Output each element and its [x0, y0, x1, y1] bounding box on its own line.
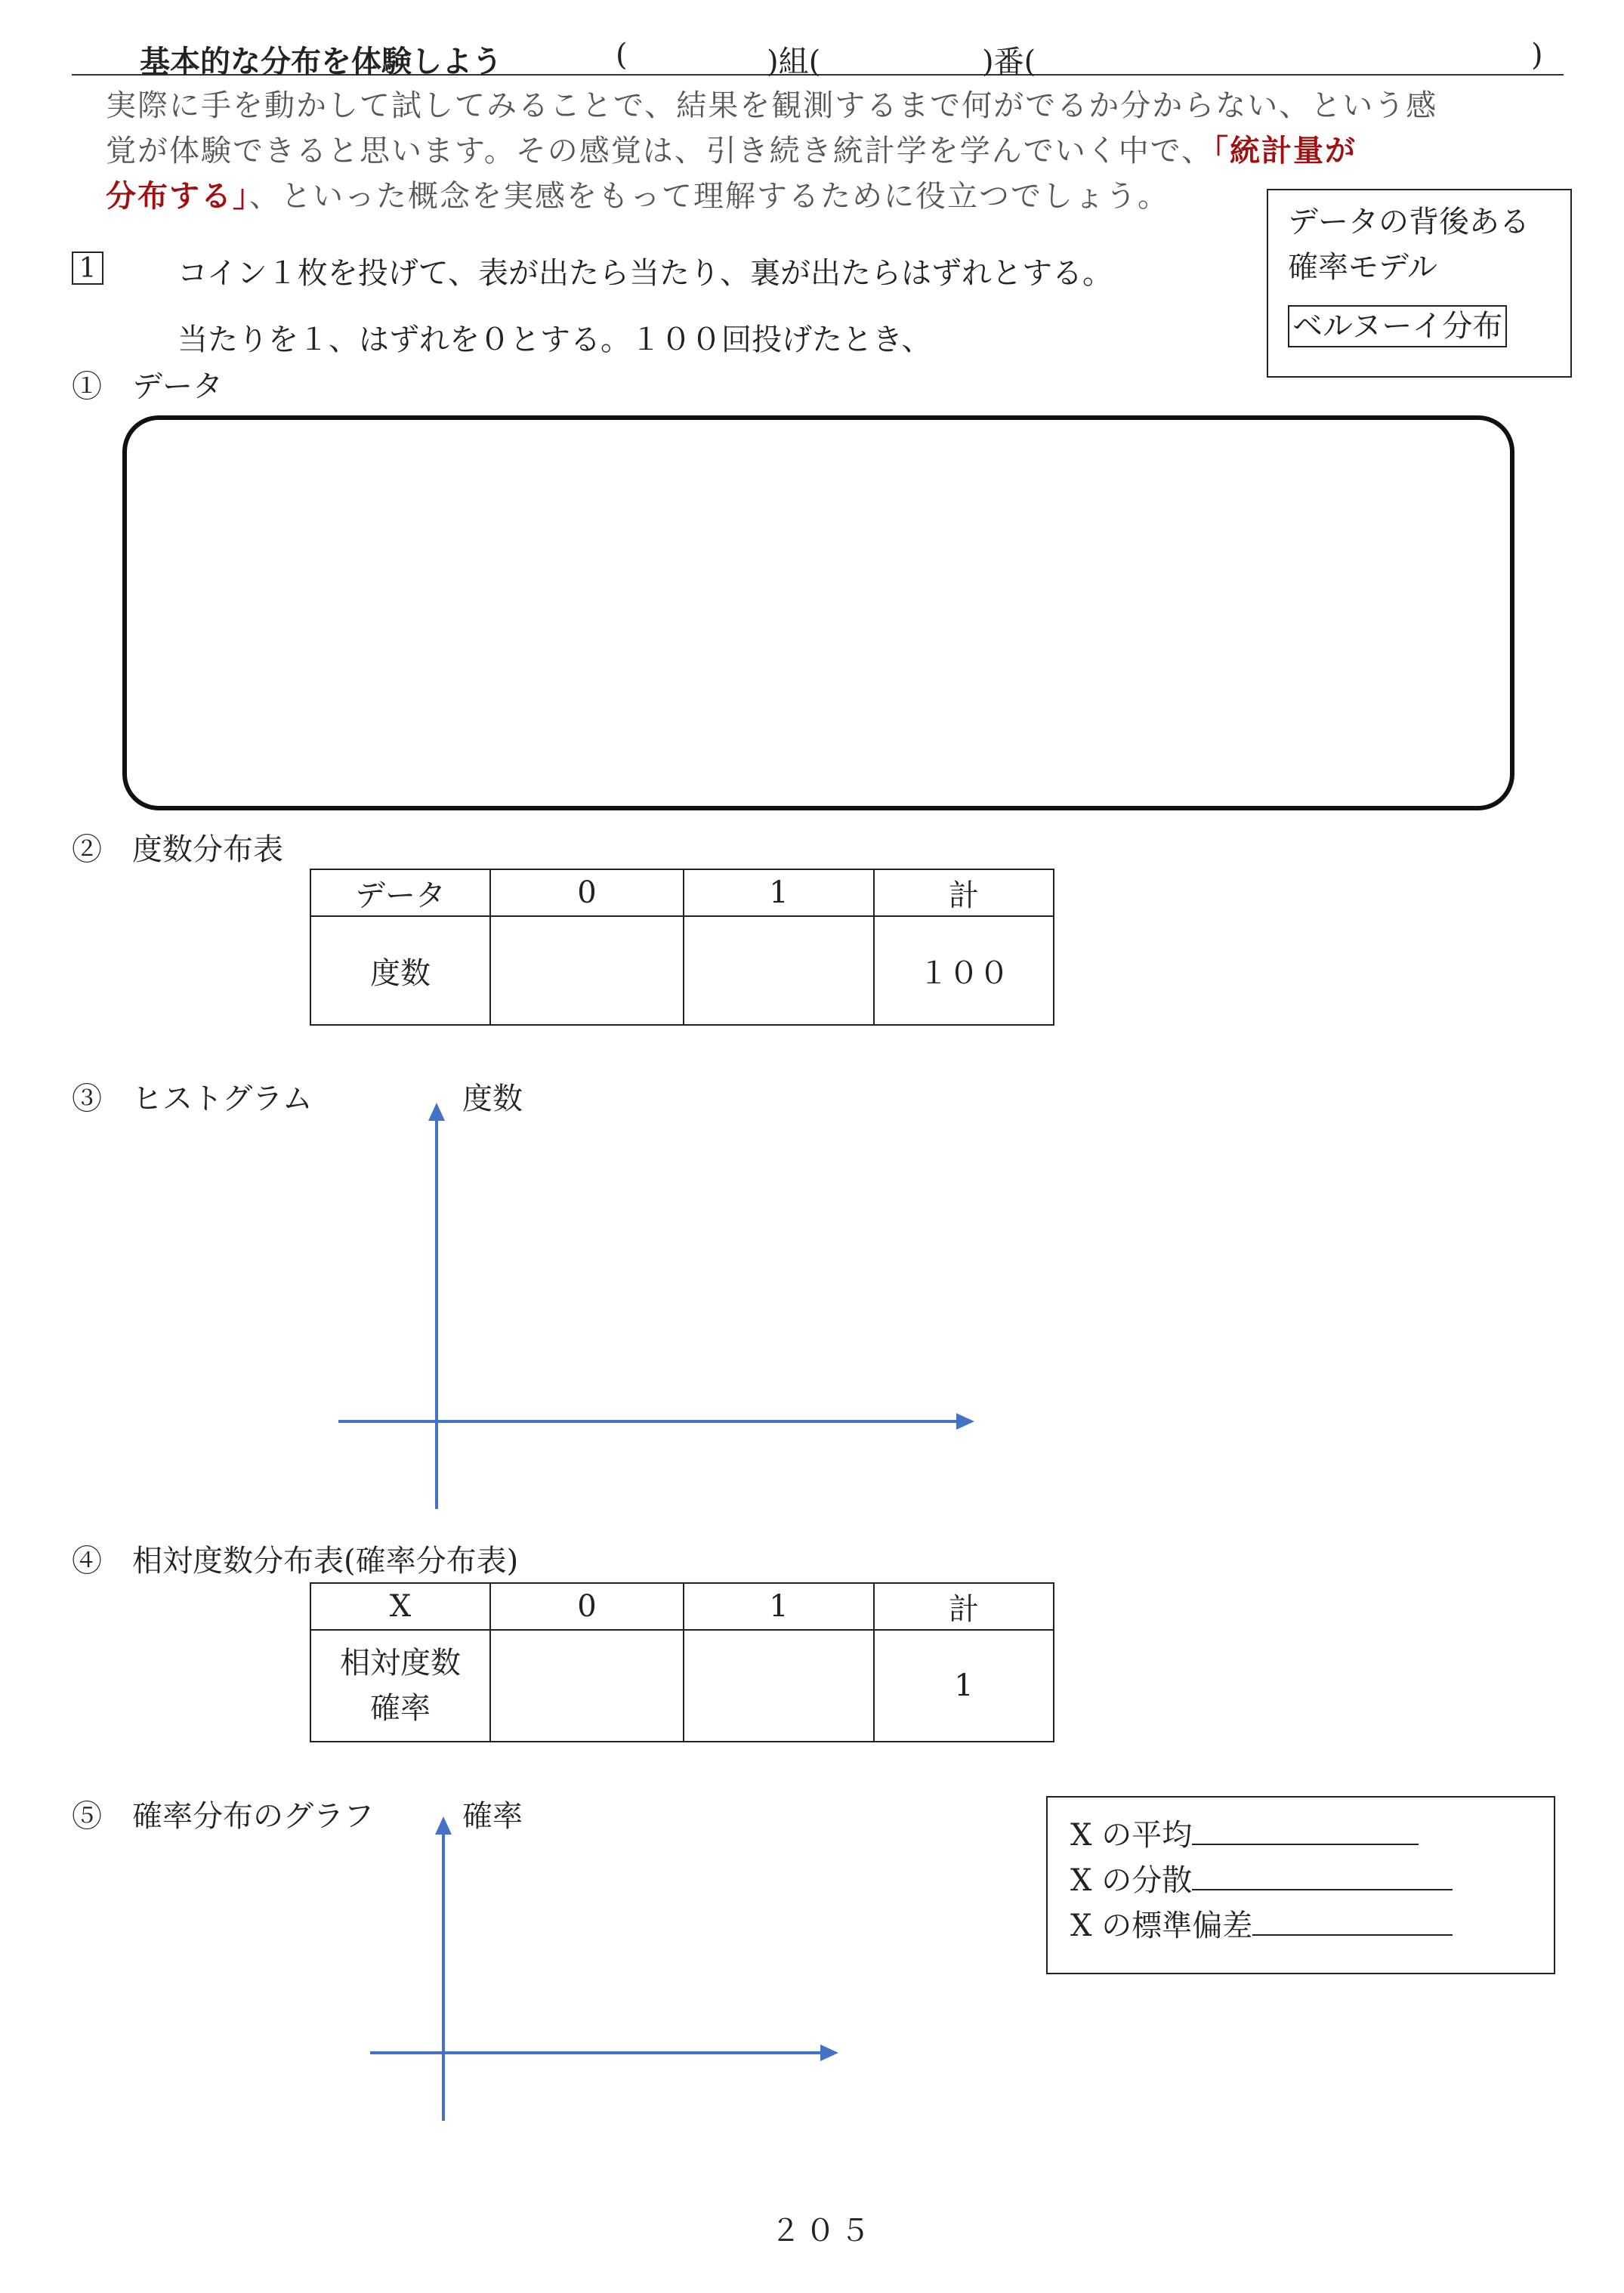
class-paren-open: (: [616, 38, 628, 73]
worksheet-title: 基本的な分布を体験しよう: [140, 44, 502, 79]
question-number: 1: [72, 252, 103, 285]
name-paren-close: ): [1531, 38, 1543, 73]
prob-graph-x-arrow-icon: [820, 2045, 838, 2061]
rel-row-label-2: 確率: [370, 1691, 431, 1726]
prob-graph-axes: [370, 1816, 838, 2121]
mean-label: X の平均: [1070, 1818, 1193, 1853]
rel-header-total: 計: [874, 1583, 1054, 1630]
prob-graph-y-arrow-icon: [435, 1816, 452, 1835]
histogram-x-arrow-icon: [956, 1413, 974, 1430]
question-text-2: 当たりを１、はずれを０とする。１００回投げたとき、: [178, 323, 932, 357]
freq-header-data: データ: [310, 869, 490, 916]
section-5-label: ⑤ 確率分布のグラフ: [72, 1799, 374, 1834]
model-box-line-2: 確率モデル: [1288, 250, 1437, 285]
section-2-label: ② 度数分布表: [72, 832, 283, 867]
intro-line-1: 実際に手を動かして試してみることで、結果を観測するまで何がでるか分からない、という感: [106, 88, 1438, 123]
intro-highlight-1: 「統計量が: [1213, 133, 1357, 168]
rel-cell-total: 1: [874, 1630, 1054, 1742]
rel-header-1: 1: [684, 1583, 874, 1630]
histogram-y-arrow-icon: [428, 1103, 445, 1121]
intro-highlight-2: 分布する」: [106, 178, 249, 214]
question-text-1: コイン１枚を投げて、表が出たら当たり、裏が出たらはずれとする。: [178, 256, 1113, 291]
rel-row-label-1: 相対度数: [340, 1646, 461, 1680]
prob-graph-y-axis-label: 確率: [462, 1799, 523, 1834]
rel-header-0: 0: [490, 1583, 684, 1630]
histogram-y-axis-label: 度数: [462, 1082, 523, 1116]
variance-label: X の分散: [1070, 1863, 1193, 1898]
intro-line-3-text: 、といった概念を実感をもって理解するために役立つでしょう。: [249, 179, 1169, 214]
freq-row-label: 度数: [310, 916, 490, 1025]
std-label: X の標準偏差: [1070, 1909, 1253, 1943]
section-4-label: ④ 相対度数分布表(確率分布表): [72, 1544, 519, 1579]
model-box-line-1: データの背後ある: [1288, 205, 1530, 239]
number-label: )番(: [982, 45, 1036, 79]
histogram-axes: [338, 1103, 974, 1509]
page-number: ２０５: [770, 2214, 875, 2248]
section-3-label: ③ ヒストグラム: [72, 1082, 313, 1116]
freq-header-0: 0: [490, 869, 684, 916]
freq-cell-total: １００: [874, 916, 1054, 1025]
rel-header-x: X: [310, 1583, 490, 1630]
section-1-label: ① データ: [72, 369, 223, 404]
bernoulli-label: ベルヌーイ分布: [1288, 305, 1507, 347]
freq-header-total: 計: [874, 869, 1054, 916]
freq-header-1: 1: [684, 869, 874, 916]
class-label: )組(: [767, 45, 821, 79]
intro-line-2-text: 覚が体験できると思います。その感覚は、引き続き統計学を学んでいく中で、: [106, 134, 1213, 168]
